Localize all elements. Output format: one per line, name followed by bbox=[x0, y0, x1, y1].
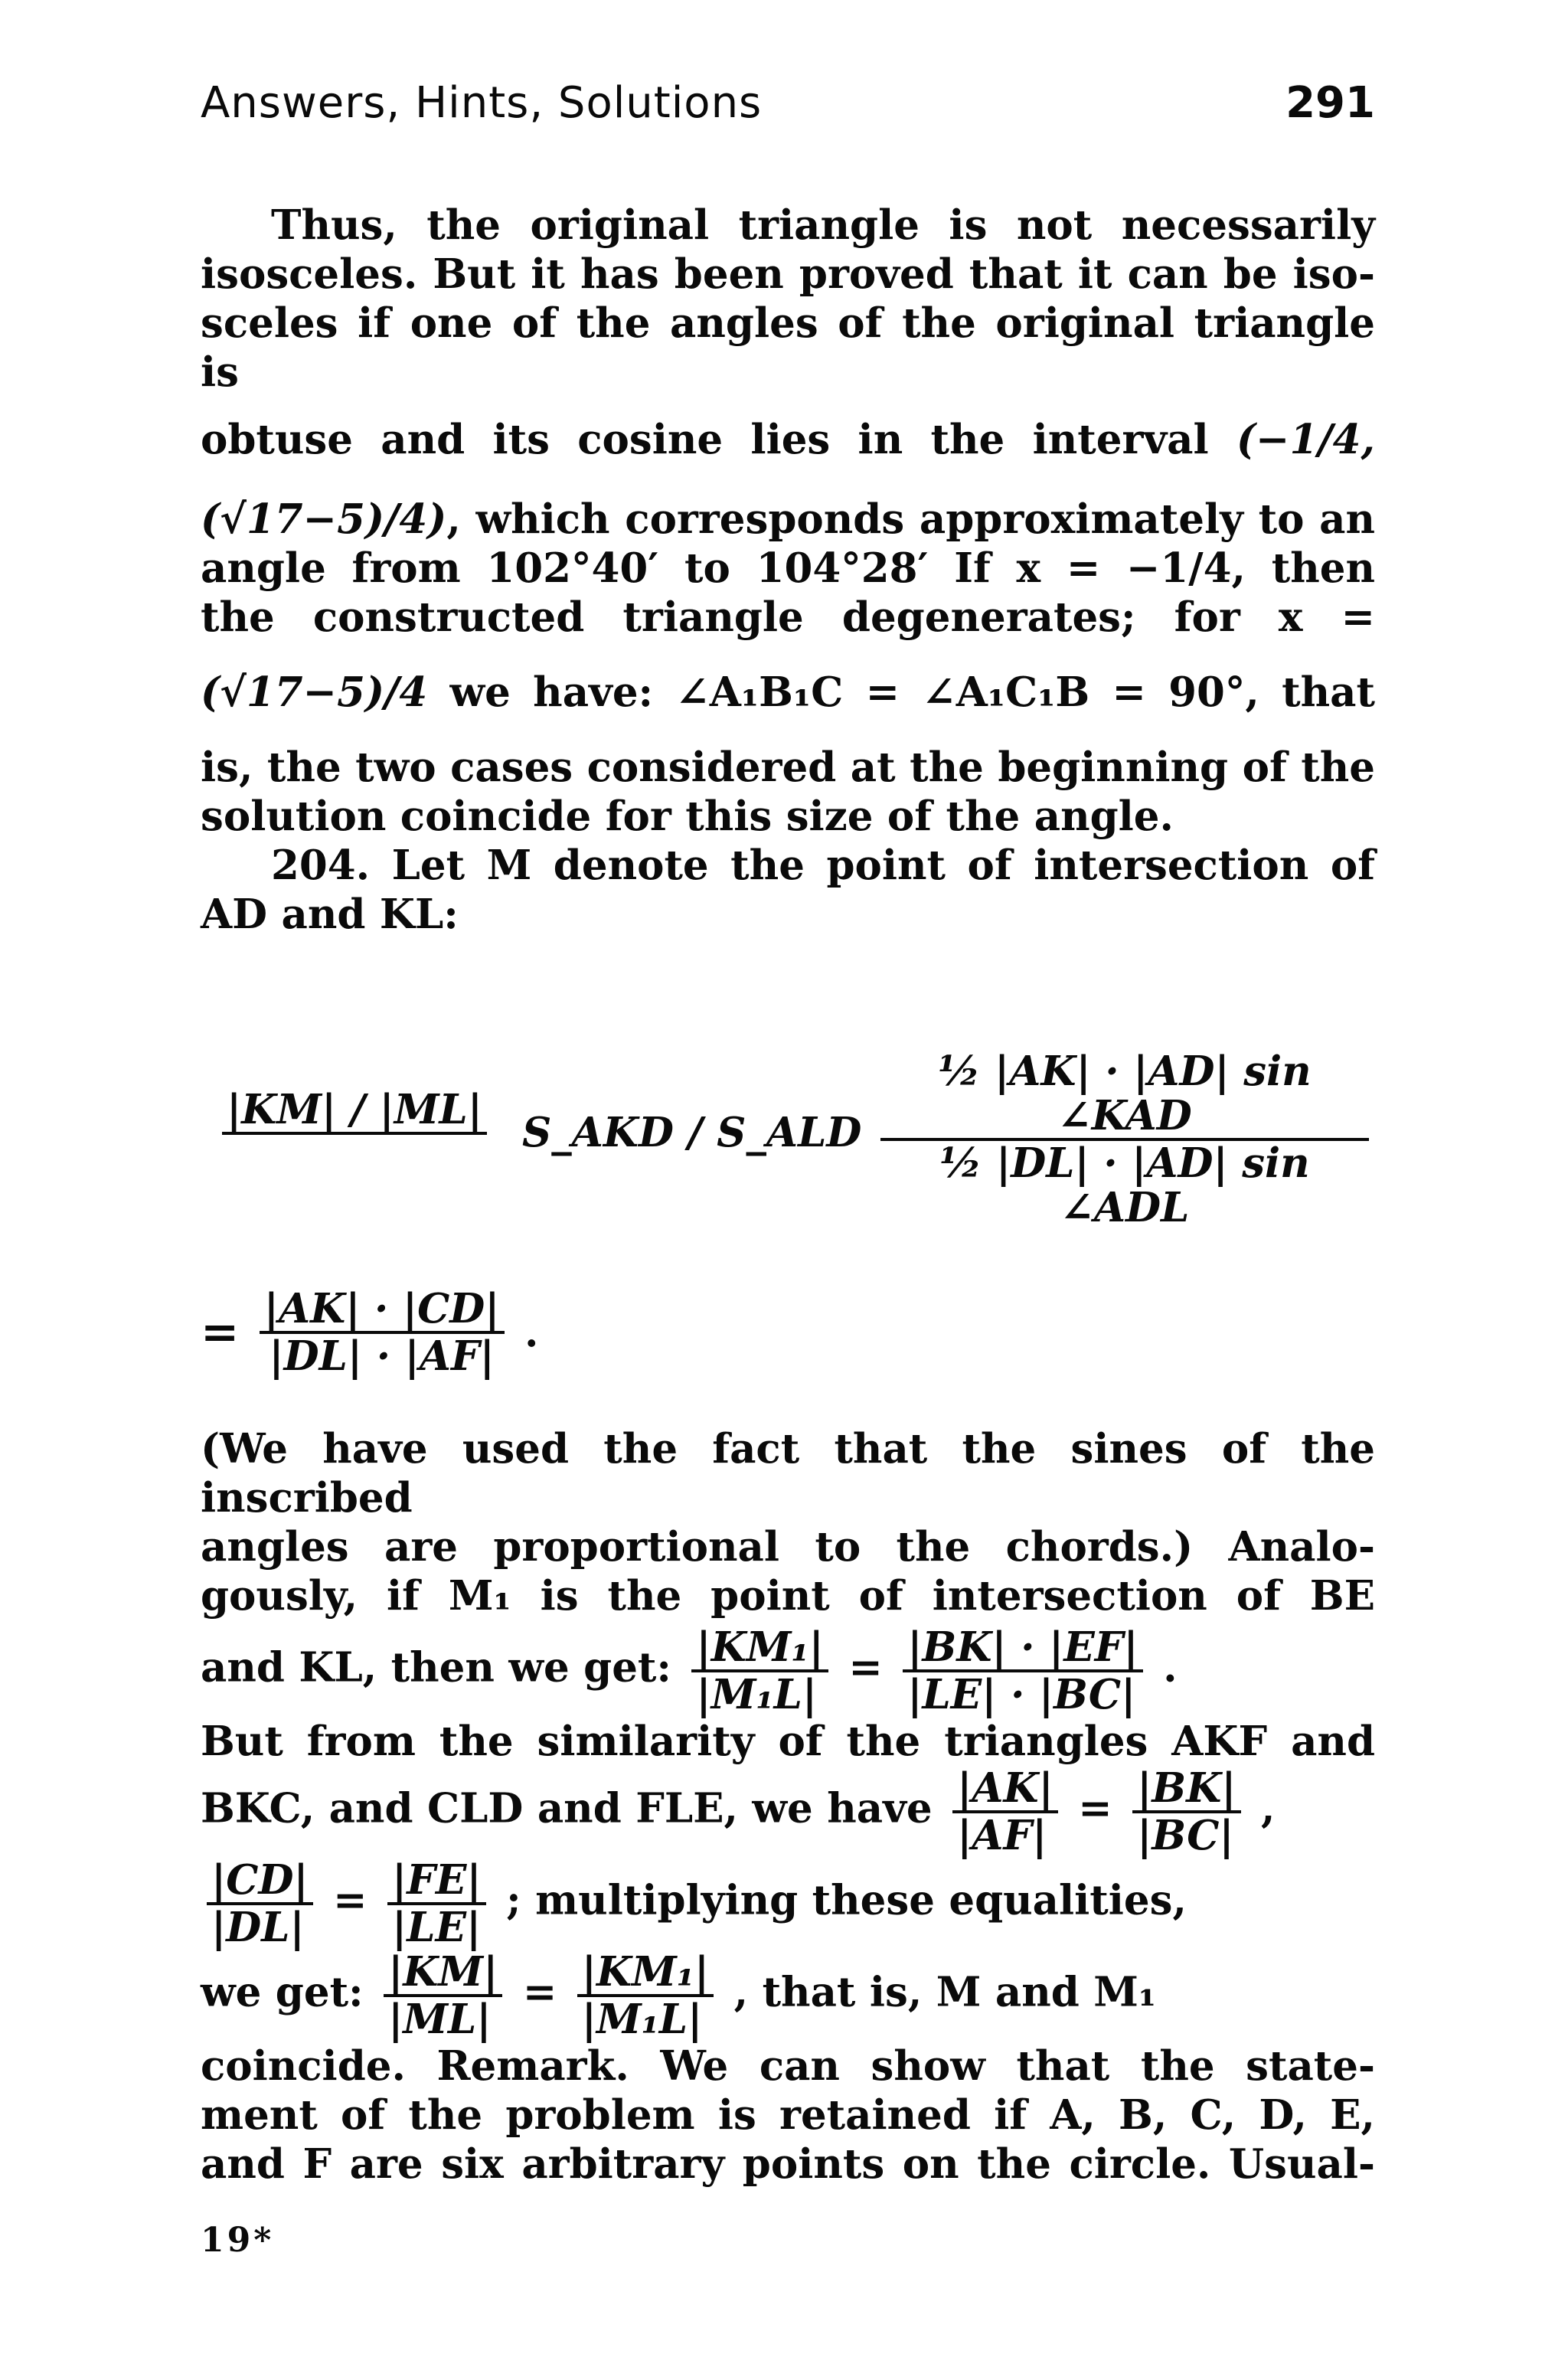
fraction-numerator: |KM₁| bbox=[691, 1625, 828, 1672]
text-line: the constructed triangle degenerates; for x = bbox=[201, 593, 1375, 641]
text-line bbox=[201, 495, 1375, 544]
fraction-km1 bbox=[691, 1625, 828, 1717]
running-header bbox=[201, 78, 1375, 139]
text-line: gously, if M₁ is the point of intersection of BE bbox=[201, 1572, 1375, 1620]
paragraph-analogously bbox=[201, 1424, 1375, 2189]
fraction-numerator: |AK| bbox=[952, 1766, 1058, 1813]
fraction-text: |KM| / |ML| bbox=[222, 1087, 487, 1135]
text-line: ment of the problem is retained if A, B, C, D, E, bbox=[201, 2091, 1375, 2139]
text-line: BKC, and CLD and FLE, we have $\frac{|AK|}{|AF|}$ = $\frac{|BK|}{|BC|}$ , bbox=[201, 1764, 1276, 1859]
fraction-numerator: |BK| bbox=[1132, 1766, 1240, 1813]
equation-result: = $\frac{|AK| \cdot |CD|}{|DL| \cdot |AF|}$ . bbox=[201, 1285, 539, 1380]
fraction-numerator: |KM₁| bbox=[577, 1950, 714, 1997]
equation-ratio bbox=[201, 1049, 1375, 1233]
fraction-area: S_AKD / S_ALD bbox=[522, 1109, 862, 1156]
signature-mark: 19* bbox=[201, 2221, 275, 2260]
text-line bbox=[201, 668, 1375, 717]
text-fragment: we have: ∠A₁B₁C = ∠A₁C₁B = 90°, that bbox=[449, 669, 1375, 716]
fraction-numerator: |KM| bbox=[384, 1950, 502, 1997]
text-fragment: BKC, and CLD and FLE, we have bbox=[201, 1784, 933, 1832]
fraction-ak-af bbox=[952, 1766, 1058, 1858]
text-line: sceles if one of the angles of the original triangle is bbox=[201, 299, 1375, 396]
fraction-denominator: |BC| bbox=[1137, 1812, 1234, 1859]
fraction-sine bbox=[880, 1049, 1369, 1230]
fraction-fe-le bbox=[387, 1858, 486, 1950]
fraction-ak-cd bbox=[260, 1286, 505, 1378]
text-line: But from the similarity of the triangles AKF and bbox=[201, 1718, 1375, 1765]
fraction-bk-bc bbox=[1132, 1766, 1240, 1858]
text-line: coincide. Remark. We can show that the state- bbox=[201, 2042, 1375, 2090]
fraction-bk-ef bbox=[903, 1625, 1142, 1717]
text-fragment: we get: bbox=[201, 1968, 364, 2016]
text-line: 204. Let M denote the point of intersection of bbox=[271, 842, 1375, 889]
interval-end: (√17−5)/4) bbox=[201, 495, 447, 543]
text-line: is, the two cases considered at the beginning of the bbox=[201, 744, 1375, 791]
text-line: solution coincide for this size of the angle. bbox=[201, 793, 1174, 840]
text-fragment: , which corresponds approximately to an bbox=[446, 495, 1375, 543]
interval-start: (−1/4, bbox=[1236, 416, 1376, 463]
fraction-numerator: |AK| · |CD| bbox=[260, 1286, 505, 1334]
fraction-numerator: |BK| · |EF| bbox=[903, 1625, 1142, 1672]
fraction-km1-final bbox=[577, 1950, 714, 2042]
text-fragment: obtuse and its cosine lies in the interval bbox=[201, 416, 1209, 463]
text-line: AD and KL: bbox=[201, 891, 459, 938]
text-line: $\frac{|CD|}{|DL|}$ = $\frac{|FE|}{|LE|}$ ; multiplying these equalities, bbox=[201, 1858, 1375, 1950]
fraction-denominator: |LE| bbox=[392, 1904, 482, 1951]
text-line: (We have used the fact that the sines of the inscribed bbox=[201, 1425, 1375, 1522]
fraction-denominator: |M₁L| bbox=[581, 1996, 703, 2043]
fraction-cd-dl bbox=[207, 1858, 313, 1950]
text-fragment: and KL, then we get: bbox=[201, 1643, 671, 1692]
text-line: isosceles. But it has been proved that it can be iso- bbox=[201, 250, 1375, 298]
fraction-value: (√17−5)/4 bbox=[201, 669, 428, 716]
text-line: and F are six arbitrary points on the circle. Usual- bbox=[201, 2140, 1375, 2188]
text-fragment: ; multiplying these equalities, bbox=[506, 1876, 1187, 1924]
fraction-km-ml-final bbox=[384, 1950, 502, 2042]
fraction-numerator: |FE| bbox=[387, 1858, 486, 1905]
fraction-denominator: |AF| bbox=[957, 1812, 1047, 1859]
fraction-denominator: |ML| bbox=[388, 1996, 492, 2043]
text-fragment: , that is, M and M₁ bbox=[733, 1968, 1157, 2016]
paragraph-thus bbox=[201, 201, 1375, 939]
text-line: angle from 102°40′ to 104°28′ If x = −1/4, then bbox=[201, 544, 1375, 592]
text-line bbox=[201, 415, 1375, 464]
text-line: we get: $\frac{|KM|}{|ML|}$ = $\frac{\text{|KM₁|}}{\text{|M₁L|}}$ , that is, M and M₁ bbox=[201, 1948, 1157, 2043]
fraction-numerator: ½ |AK| · |AD| sin ∠KAD bbox=[880, 1049, 1369, 1141]
page-number: 291 bbox=[1285, 78, 1375, 128]
text-line: angles are proportional to the chords.) Analo- bbox=[201, 1523, 1375, 1571]
fraction-denominator: |DL| bbox=[211, 1904, 305, 1951]
fraction-km-ml bbox=[222, 1087, 487, 1135]
fraction-denominator: |DL| · |AF| bbox=[269, 1332, 495, 1380]
fraction-denominator: |LE| · |BC| bbox=[907, 1671, 1136, 1718]
fraction-numerator: |CD| bbox=[207, 1858, 313, 1905]
text-line: Thus, the original triangle is not necessarily bbox=[271, 201, 1375, 249]
text-line: and KL, then we get: $\frac{\text{|KM₁|}}{\text{|M₁L|}}$ = $\frac{|BK| \cdot |EF|}{|LE| \cdot |BC|}$ . bbox=[201, 1623, 1178, 1718]
fraction-denominator: ½ |DL| · |AD| sin ∠ADL bbox=[939, 1139, 1310, 1231]
fraction-denominator: |M₁L| bbox=[696, 1671, 818, 1718]
header-title: Answers, Hints, Solutions bbox=[201, 78, 763, 128]
